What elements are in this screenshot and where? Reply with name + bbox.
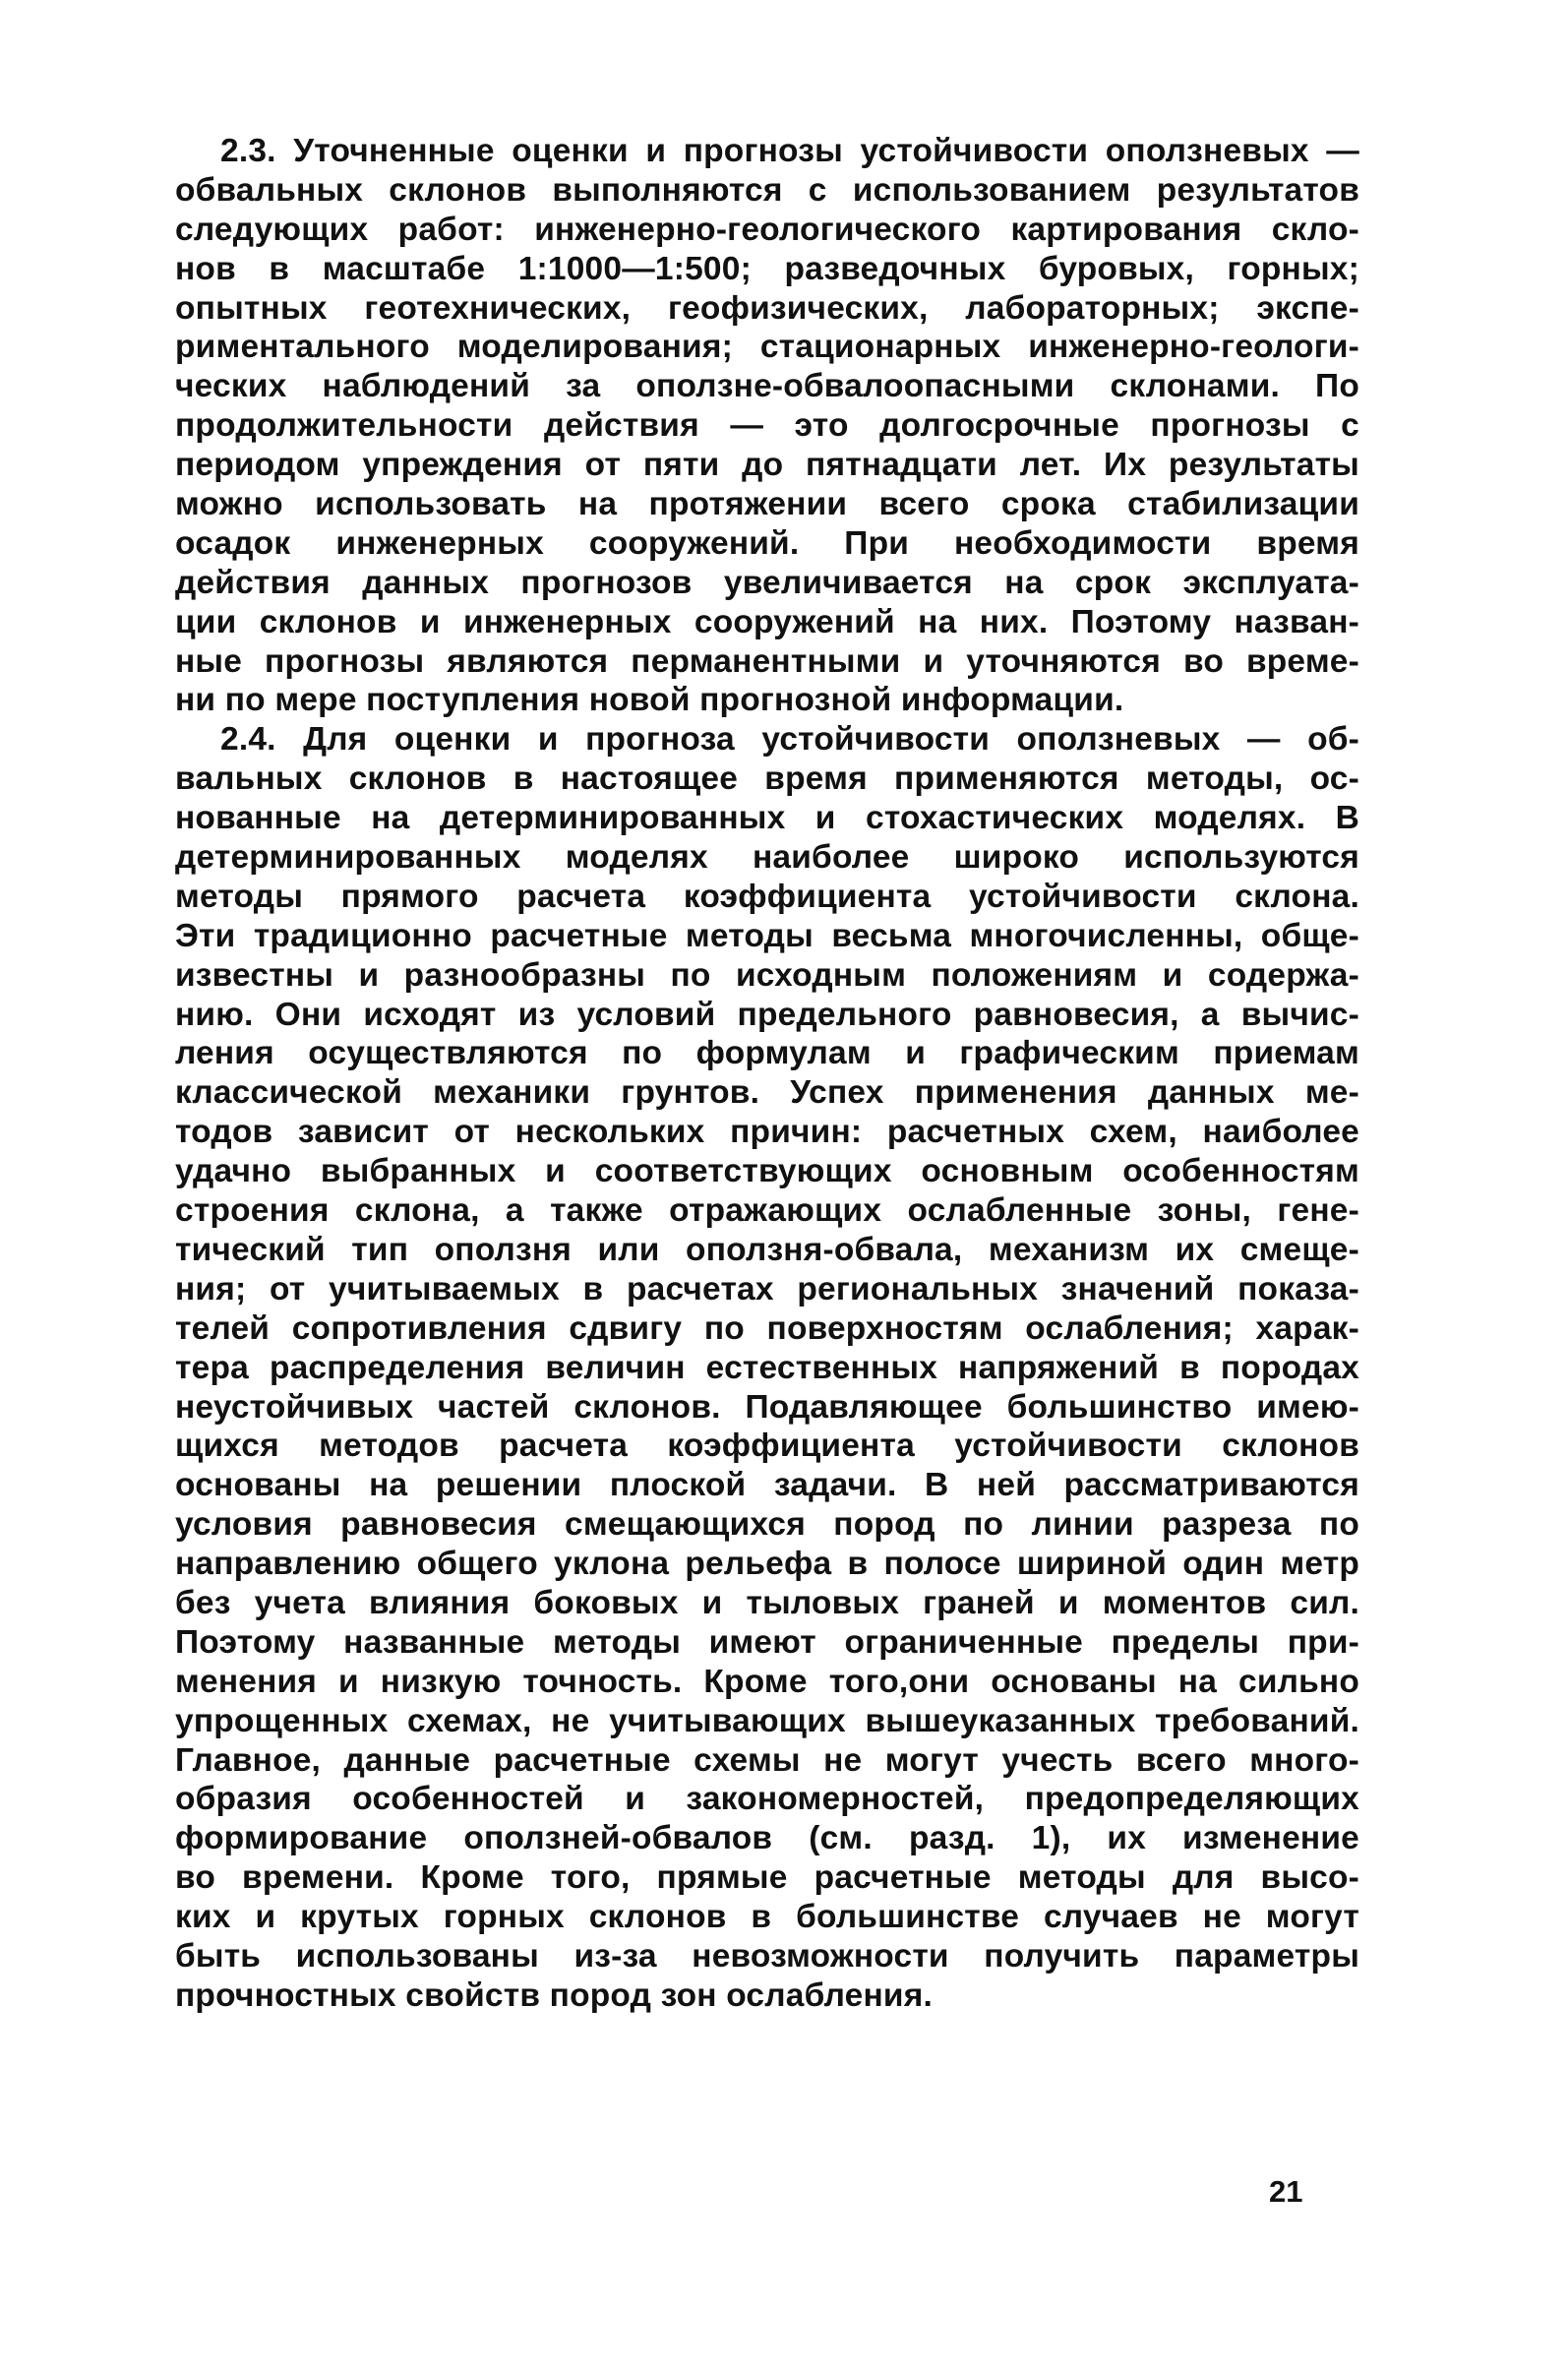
text-line: тера распределения величин естественных напряжений в породах: [175, 1349, 1359, 1386]
text-line: классической механики грунтов. Успех применения данных ме-: [175, 1074, 1359, 1112]
text-line: Поэтому названные методы имеют ограниченные пределы при-: [175, 1623, 1359, 1661]
text-line: риментального моделирования; стационарных инженерно-геологи-: [175, 329, 1359, 366]
paragraph-2-4: [175, 720, 1359, 2015]
text-line: направлению общего уклона рельефа в полосе шириной один метр: [175, 1546, 1359, 1583]
text-line: быть использованы из-за невозможности получить параметры: [175, 1937, 1359, 1975]
text-line: тический тип оползня или оползня-обвала, механизм их смеще-: [175, 1231, 1359, 1268]
text-line: вальных склонов в настоящее время применяются методы, ос-: [175, 760, 1359, 798]
text-line: основаны на решении плоской задачи. В ней рассматриваются: [175, 1467, 1359, 1504]
text-line: прочностных свойств пород зон ослабления.: [175, 1976, 933, 2014]
text-line: можно использовать на протяжении всего срока стабилизации: [175, 486, 1359, 523]
text-line: ции склонов и инженерных сооружений на них. Поэтому назван-: [175, 603, 1359, 640]
text-line: 2.3. Уточненные оценки и прогнозы устойчивости оползневых —: [220, 133, 1359, 169]
text-line: формирование оползней-обвалов (см. разд. 1), их изменение: [175, 1820, 1359, 1857]
text-line: менения и низкую точность. Кроме того,они основаны на сильно: [175, 1663, 1359, 1700]
text-line: ные прогнозы являются перманентными и уточняются во време-: [175, 642, 1359, 680]
text-line: известны и разнообразны по исходным положениям и содержа-: [175, 956, 1359, 994]
text-line: 2.4. Для оценки и прогноза устойчивости оползневых — об-: [220, 721, 1359, 759]
page-number: 21: [1269, 2174, 1303, 2209]
paragraph-2-3: [175, 132, 1359, 720]
text-line: действия данных прогнозов увеличивается на срок эксплуата-: [175, 564, 1359, 601]
body-text: [175, 132, 1359, 2016]
text-line: телей сопротивления сдвигу по поверхностям ослабления; харак-: [175, 1309, 1359, 1347]
text-line: периодом упреждения от пяти до пятнадцати лет. Их результаты: [175, 447, 1359, 484]
text-line: ния; от учитываемых в расчетах региональных значений показа-: [175, 1270, 1359, 1307]
text-line: нованные на детерминированных и стохастических моделях. В: [175, 800, 1359, 837]
text-line: продолжительности действия — это долгосрочные прогнозы с: [175, 407, 1359, 445]
text-line: Главное, данные расчетные схемы не могут учесть всего много-: [175, 1741, 1359, 1779]
text-line: детерминированных моделях наиболее широко используются: [175, 839, 1359, 877]
text-line: строения склона, а также отражающих ослабленные зоны, гене-: [175, 1192, 1359, 1230]
text-line: нов в масштабе 1:1000—1:500; разведочных буровых, горных;: [175, 250, 1359, 287]
text-line: тодов зависит от нескольких причин: расчетных схем, наиболее: [175, 1114, 1359, 1151]
text-line: следующих работ: инженерно-геологического картирования скло-: [175, 211, 1359, 248]
text-line: упрощенных схемах, не учитывающих вышеуказанных требований.: [175, 1702, 1359, 1739]
text-line: ческих наблюдений за оползне-обвалоопасными склонами. По: [175, 368, 1359, 405]
text-line: ни по мере поступления новой прогнозной информации.: [175, 682, 1124, 719]
text-line: удачно выбранных и соответствующих основным особенностям: [175, 1153, 1359, 1190]
text-line: осадок инженерных сооружений. При необходимости время: [175, 524, 1359, 562]
text-line: образия особенностей и закономерностей, предопределяющих: [175, 1781, 1359, 1818]
text-line: Эти традиционно расчетные методы весьма многочисленны, обще-: [175, 917, 1359, 954]
text-line: условия равновесия смещающихся пород по линии разреза по: [175, 1506, 1359, 1544]
text-line: методы прямого расчета коэффициента устойчивости склона.: [175, 878, 1359, 915]
text-line: во времени. Кроме того, прямые расчетные методы для высо-: [175, 1859, 1359, 1897]
text-line: нию. Они исходят из условий предельного равновесия, а вычис-: [175, 996, 1359, 1033]
text-line: обвальных склонов выполняются с использованием результатов: [175, 171, 1359, 209]
text-line: без учета влияния боковых и тыловых граней и моментов сил.: [175, 1584, 1359, 1621]
text-line: ких и крутых горных склонов в большинстве случаев не могут: [175, 1899, 1359, 1936]
text-line: опытных геотехнических, геофизических, лабораторных; экспе-: [175, 289, 1359, 327]
text-line: неустойчивых частей склонов. Подавляющее большинство имею-: [175, 1388, 1359, 1426]
text-line: щихся методов расчета коэффициента устойчивости склонов: [175, 1428, 1359, 1465]
text-line: ления осуществляются по формулам и графическим приемам: [175, 1035, 1359, 1072]
